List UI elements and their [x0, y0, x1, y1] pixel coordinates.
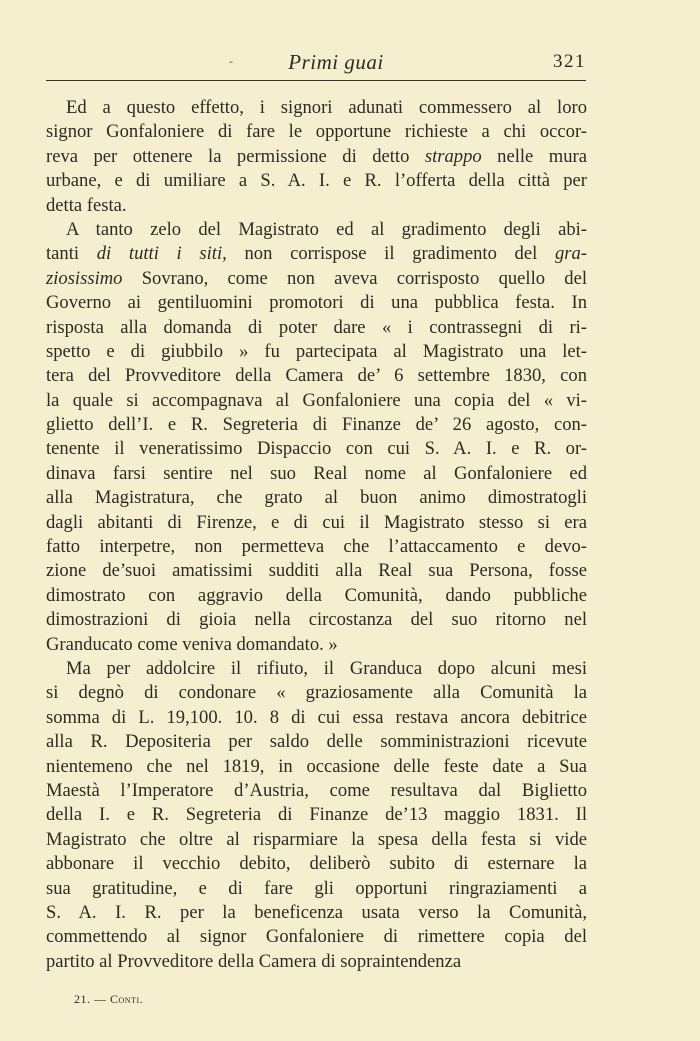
header-mark: - — [229, 54, 233, 68]
text-line: della I. e R. Segreteria di Finanze de’13 maggio 1831. Il — [46, 804, 587, 826]
text-line: ziosissimo Sovrano, come non aveva corrisposto quello del — [46, 267, 587, 289]
text-line: dimostrato con aggravio della Comunità, dando pubbliche — [46, 584, 587, 606]
running-title: Primi guai — [288, 50, 384, 74]
text-line: abbonare il vecchio debito, deliberò subito di esternare la — [46, 853, 587, 875]
text-line: la quale si accompagnava al Gonfaloniere una copia del « vi- — [46, 389, 587, 411]
text-line: glietto dell’I. e R. Segreteria di Finanze de’ 26 agosto, con- — [46, 414, 587, 436]
text-line: tera del Provveditore della Camera de’ 6 settembre 1830, con — [46, 365, 587, 387]
signature-name: Conti. — [110, 992, 144, 1006]
paragraph — [46, 218, 587, 657]
signature-mark — [74, 992, 143, 1007]
text-line: fatto interpetre, non permetteva che l’attaccamento e devo- — [46, 536, 587, 558]
paragraph — [46, 96, 587, 218]
text-line: tanti di tutti i siti, non corrispose il gradimento del gra- — [46, 243, 587, 265]
body-text — [46, 96, 587, 974]
text-line: somma di L. 19,100. 10. 8 di cui essa restava ancora debitrice — [46, 706, 587, 728]
text-line: detta festa. — [46, 194, 127, 216]
text-line: alla Magistratura, che grato al buon animo dimostratogli — [46, 487, 587, 509]
text-line: dagli abitanti di Firenze, e di cui il Magistrato stesso si era — [46, 511, 587, 533]
text-line: S. A. I. R. per la beneficenza usata verso la Comunità, — [46, 901, 587, 923]
text-line: sua gratitudine, e di fare gli opportuni ringraziamenti a — [46, 877, 587, 899]
text-line: dinava farsi sentire nel suo Real nome al Gonfaloniere ed — [46, 462, 587, 484]
header-rule — [46, 80, 586, 81]
page-number: 321 — [553, 51, 586, 72]
text-line: alla R. Depositeria per saldo delle somministrazioni ricevute — [46, 731, 587, 753]
running-header — [46, 48, 586, 78]
text-line: signor Gonfaloniere di fare le opportune richieste a chi occor- — [46, 121, 587, 143]
text-line: commettendo al signor Gonfaloniere di rimettere copia del — [46, 926, 587, 948]
paragraph — [46, 657, 587, 974]
text-line: Granducato come veniva domandato. » — [46, 633, 338, 655]
text-line: urbane, e di umiliare a S. A. I. e R. l’offerta della città per — [46, 170, 587, 192]
text-line: si degnò di condonare « graziosamente alla Comunità la — [46, 682, 587, 704]
text-line: spetto e di giubbilo » fu partecipata al Magistrato una let- — [46, 340, 587, 362]
signature-number: 21. — — [74, 992, 110, 1006]
text-line: nientemeno che nel 1819, in occasione delle feste date a Sua — [46, 755, 587, 777]
text-line: Ed a questo effetto, i signori adunati commessero al loro — [66, 97, 587, 118]
text-line: A tanto zelo del Magistrato ed al gradimento degli abi- — [66, 218, 587, 240]
text-line: tenente il veneratissimo Dispaccio con cui S. A. I. e R. or- — [46, 438, 587, 460]
text-line: reva per ottenere la permissione di detto strappo nelle mura — [46, 145, 587, 167]
text-line: zione de’suoi amatissimi sudditi alla Real sua Persona, fosse — [46, 560, 587, 582]
text-line: Maestà l’Imperatore d’Austria, come resultava dal Biglietto — [46, 779, 587, 801]
text-line: Ma per addolcire il rifiuto, il Granduca dopo alcuni mesi — [66, 657, 587, 679]
text-line: partito al Provveditore della Camera di sopraintendenza — [46, 950, 462, 972]
text-line: dimostrazioni di gioia nella circostanza del suo ritorno nel — [46, 609, 587, 631]
text-line: Magistrato che oltre al risparmiare la spesa della festa si vide — [46, 828, 587, 850]
text-line: risposta alla domanda di poter dare « i contrassegni di ri- — [46, 316, 587, 338]
text-line: Governo ai gentiluomini promotori di una pubblica festa. In — [46, 292, 587, 314]
